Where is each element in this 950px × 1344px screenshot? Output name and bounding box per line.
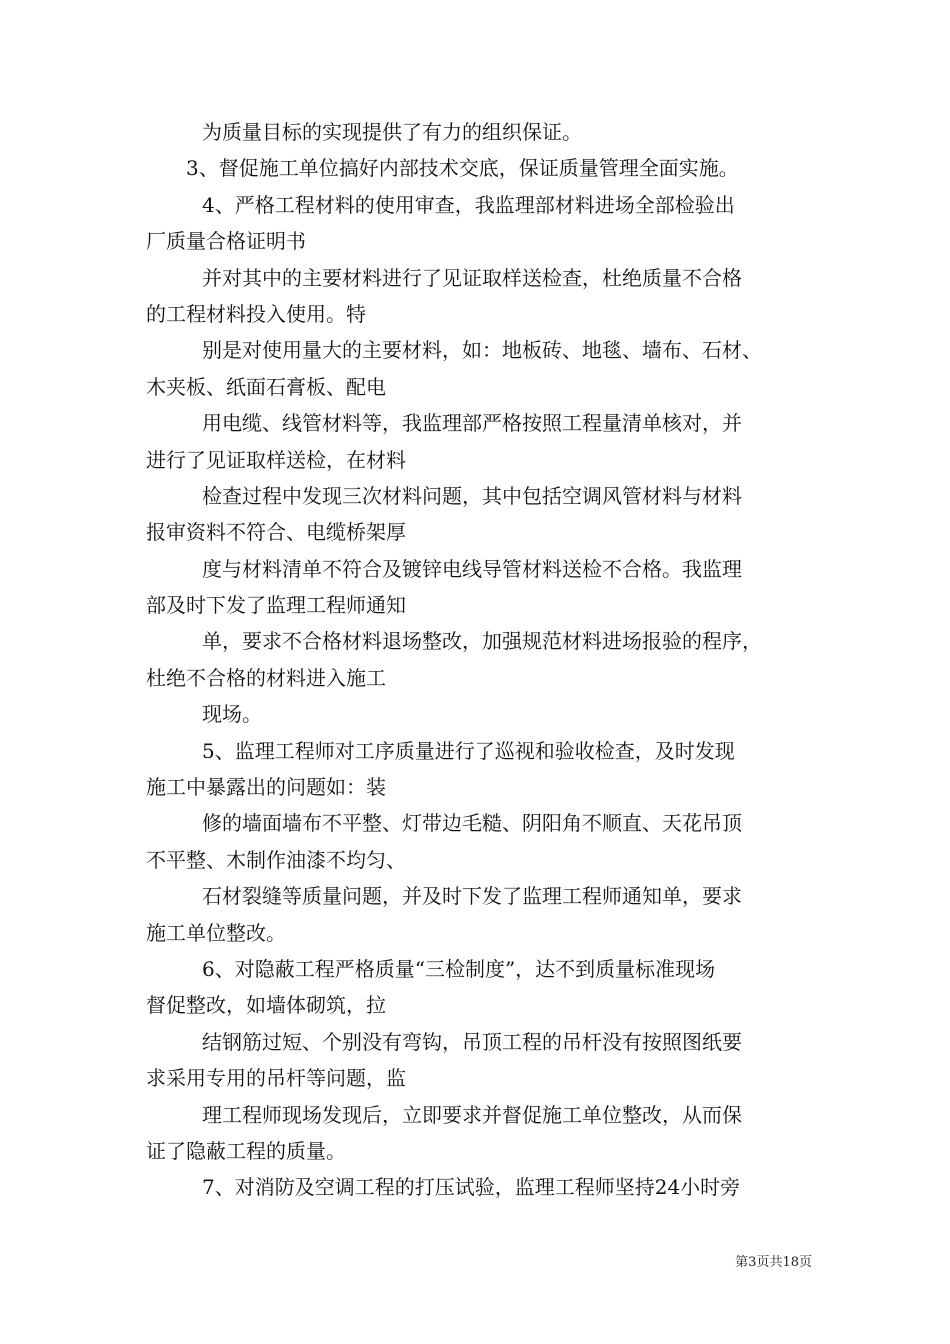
text-line: 督促整改，如墙体砌筑，拉	[146, 993, 386, 1018]
text-line: 6、对隐蔽工程严格质量“三检制度”，达不到质量标准现场	[202, 956, 716, 981]
text-line: 不平整、木制作油漆不均匀、	[146, 847, 406, 872]
text-line: 的工程材料投入使用。特	[146, 301, 366, 326]
text-line: 证了隐蔽工程的质量。	[146, 1138, 346, 1163]
text-line: 进行了见证取样送检，在材料	[146, 447, 406, 472]
text-line: 修的墙面墙布不平整、灯带边毛糙、阴阳角不顺直、天花吊顶	[202, 811, 742, 836]
text-line: 厂质量合格证明书	[146, 229, 306, 254]
text-line: 木夹板、纸面石膏板、配电	[146, 374, 386, 399]
text-line: 别是对使用量大的主要材料，如：地板砖、地毯、墙布、石材、	[202, 338, 762, 363]
text-line: 施工中暴露出的问题如：装	[146, 775, 386, 800]
text-line: 度与材料清单不符合及镀锌电线导管材料送检不合格。我监理	[202, 556, 742, 581]
page-number-footer: 第3页共18页	[735, 1255, 812, 1270]
text-line: 现场。	[202, 702, 262, 727]
text-line: 单，要求不合格材料退场整改，加强规范材料进场报验的程序，	[202, 629, 762, 654]
body-text	[146, 114, 836, 1206]
text-line: 部及时下发了监理工程师通知	[146, 593, 406, 618]
text-line: 检查过程中发现三次材料问题，其中包括空调风管材料与材料	[202, 483, 742, 508]
text-line: 并对其中的主要材料进行了见证取样送检查，杜绝质量不合格	[202, 265, 742, 290]
text-line: 5、监理工程师对工序质量进行了巡视和验收检查，及时发现	[202, 738, 735, 763]
text-line: 用电缆、线管材料等，我监理部严格按照工程量清单核对，并	[202, 411, 742, 436]
text-line: 为质量目标的实现提供了有力的组织保证。	[202, 120, 582, 144]
text-line: 求采用专用的吊杆等问题，监	[146, 1066, 406, 1091]
text-line: 3、督促施工单位搞好内部技术交底，保证质量管理全面实施。	[186, 156, 739, 181]
text-line: 石材裂缝等质量问题，并及时下发了监理工程师通知单，要求	[202, 884, 742, 909]
text-line: 4、严格工程材料的使用审查，我监理部材料进场全部检验出	[202, 192, 735, 217]
text-line: 杜绝不合格的材料进入施工	[146, 665, 386, 690]
text-line: 理工程师现场发现后，立即要求并督促施工单位整改，从而保	[202, 1102, 742, 1127]
text-line: 结钢筋过短、个别没有弯钩，吊顶工程的吊杆没有按照图纸要	[202, 1029, 742, 1054]
text-line: 7、对消防及空调工程的打压试验，监理工程师坚持24小时旁	[202, 1175, 741, 1200]
text-line: 施工单位整改。	[146, 920, 286, 945]
text-line: 报审资料不符合、电缆桥架厚	[146, 520, 406, 545]
